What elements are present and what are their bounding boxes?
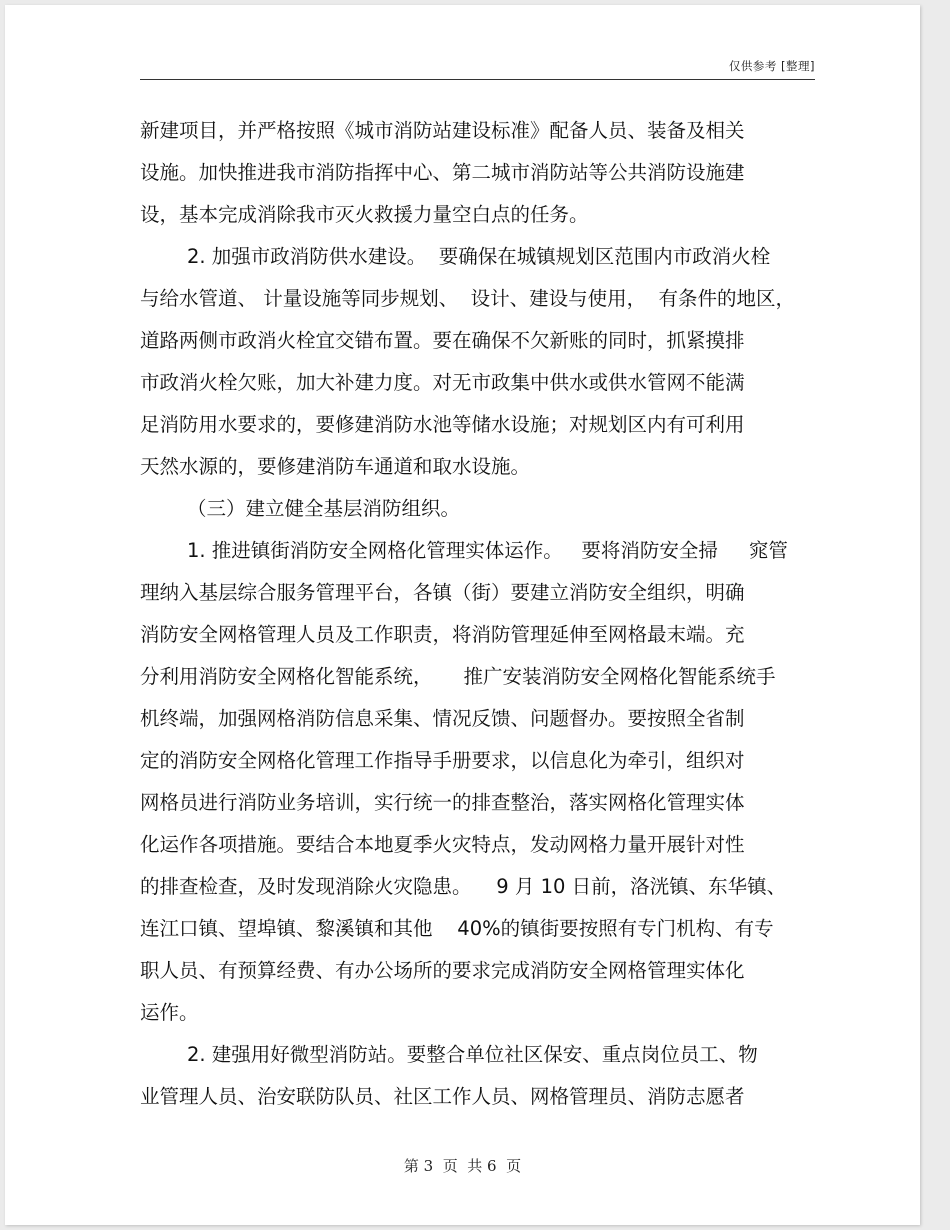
body-line: 运作。 <box>140 1001 199 1024</box>
body-line: 与给水管道、 计量设施等同步规划、 设计、建设与使用， 有条件的地区， <box>140 287 795 310</box>
body-line: 业管理人员、治安联防队员、社区工作人员、网格管理员、消防志愿者 <box>140 1085 745 1108</box>
body-line: 的排查检查，及时发现消除火灾隐患。 9 月 10 日前，洛洸镇、东华镇、 <box>140 875 787 898</box>
body-line: 足消防用水要求的，要修建消防水池等储水设施；对规划区内有可利用 <box>140 413 745 436</box>
body-line: 职人员、有预算经费、有办公场所的要求完成消防安全网格管理实体化 <box>140 959 745 982</box>
body-line: 化运作各项措施。要结合本地夏季火灾特点，发动网格力量开展针对性 <box>140 833 745 856</box>
body-line: 2. 加强市政消防供水建设。 要确保在城镇规划区范围内市政消火栓 <box>187 245 771 268</box>
page-header <box>140 55 815 80</box>
body-line: 定的消防安全网格化管理工作指导手册要求，以信息化为牵引，组织对 <box>140 749 745 772</box>
body-line: 天然水源的，要修建消防车通道和取水设施。 <box>140 455 531 478</box>
body-line: 分利用消防安全网格化智能系统， 推广安装消防安全网格化智能系统手 <box>140 665 776 688</box>
body-line: 1. 推进镇街消防安全网格化管理实体运作。 要将消防安全掃 窕管 <box>187 539 788 562</box>
body-line: 消防安全网格管理人员及工作职责，将消防管理延伸至网格最末端。充 <box>140 623 745 646</box>
body-line: 连江口镇、望埠镇、黎溪镇和其他 40%的镇街要按照有专门机构、有专 <box>140 917 774 940</box>
page-footer: 第 3 页 共 6 页 <box>403 1157 522 1175</box>
body-line: 理纳入基层综合服务管理平台，各镇（街）要建立消防安全组织，明确 <box>140 581 745 604</box>
body-line: 市政消火栓欠账，加大补建力度。对无市政集中供水或供水管网不能满 <box>140 371 745 394</box>
body-line: 新建项目，并严格按照《城市消防站建设标准》配备人员、装备及相关 <box>140 119 745 142</box>
body-line: 机终端，加强网格消防信息采集、情况反馈、问题督办。要按照全省制 <box>140 707 745 730</box>
body-line: 设施。加快推进我市消防指挥中心、第二城市消防站等公共消防设施建 <box>140 161 745 184</box>
section-heading: （三）建立健全基层消防组织。 <box>187 497 461 520</box>
body-line: 网格员进行消防业务培训，实行统一的排查整治，落实网格化管理实体 <box>140 791 745 814</box>
document-page <box>5 5 920 1225</box>
body-line: 2. 建强用好微型消防站。要整合单位社区保安、重点岗位员工、物 <box>187 1043 758 1066</box>
header-label: 仅供参考 [整理] <box>728 59 815 73</box>
body-line: 道路两侧市政消火栓宜交错布置。要在确保不欠新账的同时，抓紧摸排 <box>140 329 745 352</box>
body-line: 设，基本完成消除我市灭火救援力量空白点的任务。 <box>140 203 589 226</box>
